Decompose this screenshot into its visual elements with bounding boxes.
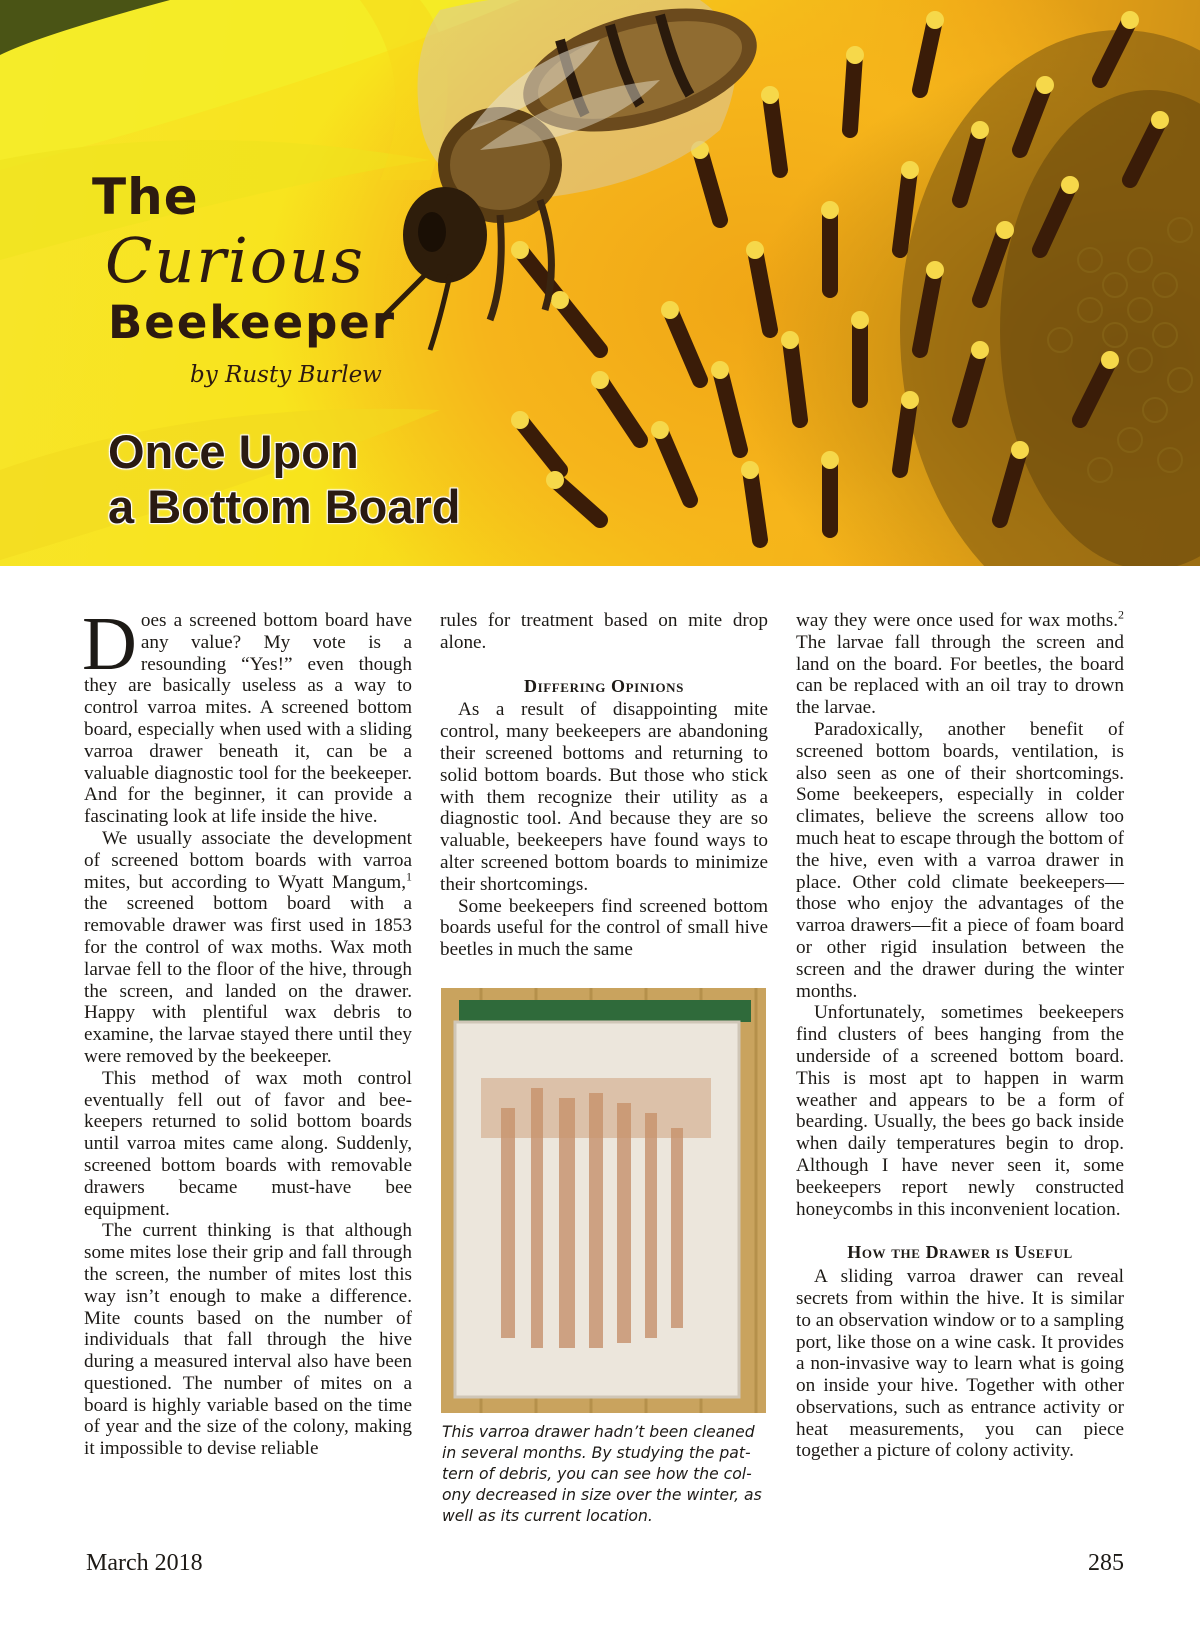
paragraph <box>84 828 412 1068</box>
hero-banner <box>0 0 1200 566</box>
column-1 <box>82 602 412 1460</box>
page-number: 285 <box>1088 1550 1124 1576</box>
section-heading: Differing Opinions <box>523 675 685 696</box>
series-title-the: The <box>92 168 199 226</box>
paragraph: The current thinking is that although some mites lose their grip and fall through the screen, the number of mites lost this way isn’t enough to make a difference. Mite counts based on the number of individuals that fall through the hive during a measured interval also have been questioned. The number of mites on a board is highly variable based on the time of year and the size of the colony, making it impossible to devise reliable <box>84 1220 412 1460</box>
byline: by Rusty Burlew <box>190 362 382 388</box>
hero-title-block <box>0 0 600 566</box>
paragraph-continued: rules for treatment based on mite drop alone. <box>440 610 768 653</box>
section-heading: How the Drawer is Useful <box>847 1242 1073 1263</box>
paragraph: This method of wax moth control eventually fell out of favor and beekeepers returned to solid bottom boards until varroa mites came along. Suddenly, screened bottom boards with removable drawers became must-have bee equipment. <box>84 1067 412 1220</box>
paragraph: A sliding varroa drawer can reveal secrets from within the hive. It is similar to an observation window or to a sampling port, like those on a wine cask. It provides a non-invasive way to learn what is going on inside your hive. Together with other observations, such as entrance activity or heat measurements, you can piece together a picture of colony activity. <box>796 1266 1124 1462</box>
paragraph: Some beekeepers find screened bottom boards useful for the control of small hive beetles in much the same <box>440 895 768 961</box>
article-headline <box>108 424 461 534</box>
drop-cap: D <box>82 602 137 686</box>
footnote-ref: 1 <box>406 869 412 884</box>
paragraph-intro <box>82 602 412 828</box>
column-3 <box>796 607 1124 1462</box>
paragraph-text: way they were once used for wax moths. <box>796 610 1118 631</box>
paragraph-text: The larvae fall through the screen and land on the board. For beetles, the board can be replaced with an oil tray to drown the larvae. <box>796 631 1124 719</box>
paragraph: Unfortunately, sometimes beekeepers find clusters of bees hanging from the underside of a screened bottom board. This is most apt to happen in warm weather and appears to be a form of bearding. Usually, the bees go back inside when daily temperatures begin to drop. Although I have never seen it, some beekeepers report newly constructed honeycombs in this inconvenient location. <box>796 1002 1124 1220</box>
issue-date: March 2018 <box>86 1550 203 1576</box>
series-title-curious: Curious <box>105 224 365 297</box>
paragraph-text: We usually associate the development of screened bottom boards with varroa mites, but according to Wyatt Mangum, <box>84 827 412 893</box>
series-title-beekeeper: Beekeeper <box>108 296 397 349</box>
paragraph: Paradoxically, another benefit of screened bottom boards, ventilation, is also seen as one of their shortcomings. Some beekeepers, especially in colder climates, believe the screens allow too much heat to escape through the bottom of the hive, even with a varroa drawer in place. Other cold climate beekeepers—those who enjoy the advantages of the varroa drawers—fit a piece of foam board or other rigid insulation between the screen and the drawer during the winter months. <box>796 718 1124 1002</box>
footnote-ref: 2 <box>1118 607 1124 622</box>
column-2 <box>440 610 768 961</box>
paragraph-text: the screened bottom board with a removable drawer was first used in 1853 for the control of wax moths. Wax moth larvae fell to the floor of the hive, through the screen, and landed on the drawer. Happy with plentiful wax debris to examine, the larvae stayed there until they were removed by the beekeeper. <box>84 893 412 1067</box>
paragraph-intro-text: oes a screened bottom board have any value? My vote is a resounding “Yes!” even though they are basically useless as a way to control varroa mites. A screened bottom board, especially when used with a sliding varroa drawer beneath it, can be a valuable diagnostic tool for the beekeeper. And for the beginner, it can provide a fascinating look at life inside the hive. <box>84 610 412 828</box>
varroa-drawer-photo <box>441 988 766 1413</box>
photo-caption: This varroa drawer hadn’t been cleaned in several months. By studying the pattern of debris, you can see how the colony decreased in size over the winter, as well as its current location. <box>442 1423 762 1525</box>
headline-line-1: Once Upon <box>108 425 359 478</box>
paragraph-continued <box>796 607 1124 719</box>
headline-line-2: a Bottom Board <box>108 480 461 533</box>
paragraph: As a result of disappointing mite control, many beekeepers are abandoning their screened bottoms and returning to solid bottom boards. But those who stick with them recognize their utility as a diagnostic tool. And because they are so valuable, beekeepers have found ways to alter screened bottom boards to minimize their shortcomings. <box>440 699 768 895</box>
